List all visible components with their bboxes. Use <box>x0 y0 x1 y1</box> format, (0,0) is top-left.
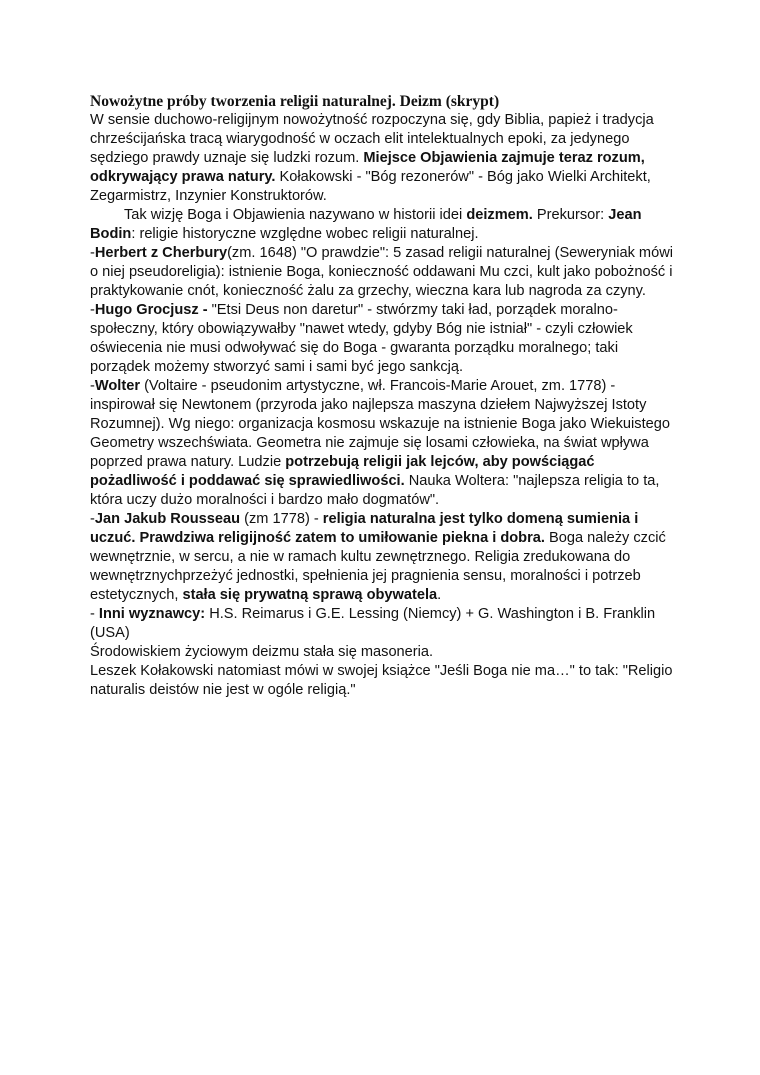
bold-text: Miejsce Objawienia zajmuje teraz rozum, odkrywający prawa natury. <box>90 150 645 185</box>
paragraph-intro <box>90 111 680 206</box>
text: - <box>90 378 95 394</box>
paragraph-masonry: Środowiskiem życiowym deizmu stała się masoneria. <box>90 644 434 660</box>
bold-text: Hugo Grocjusz - <box>94 302 212 318</box>
bold-text: Jean Bodin <box>90 207 642 242</box>
text: (Voltaire - pseudonim artystyczne, wł. Francois-Marie Arouet, zm. 1778) - inspirował się Newtonem (przyroda jako najlepsza maszyna dziełem Najwyższej Istoty Rozumnej). Wg niego: organizacja kosmosu wskazuje na istnienie Boga jako Wiekuistego Geometry wszechświata. Geometra nie zajmuje się losami człowieka, na świat wpływa poprzed prawa natury. Ludzie <box>90 378 670 470</box>
paragraph-rousseau <box>90 510 680 605</box>
text: "Etsi Deus non daretur" - stwórzmy taki ład, porządek moralno-społeczny, który obowiązywałby "nawet wtedy, gdyby Bóg nie istniał" - czyli człowiek oświecenia nie musi odwoływać się do Boga - gwaranta porządku moralnego; taki porządek możemy stworzyć sami i sami być jego sankcją. <box>90 302 633 375</box>
bold-text: potrzebują religii jak lejców, aby powściągać pożadliwość i poddawać się sprawiedliwości. <box>90 454 595 489</box>
text: - <box>90 302 95 318</box>
text: Prekursor: <box>532 207 609 223</box>
text: Boga należy czcić wewnętrznie, w sercu, a nie w ramach kultu zewnętrznego. Religia zredukowana do wewnętrznychprzeżyć jednostki, spełnienia jej pragnienia sensu, moralności i potrzeb estetycznych, <box>90 530 666 603</box>
paragraph-kolakowski: Leszek Kołakowski natomiast mówi w swojej książce "Jeśli Boga nie ma…" to tak: "Religio naturalis deistów nie jest w ogóle religią." <box>90 663 673 698</box>
text: Tak wizję Boga i Objawienia nazywano w historii idei <box>124 207 467 223</box>
paragraph-herbert <box>90 244 680 301</box>
paragraph-wolter <box>90 377 680 510</box>
text: - <box>90 245 95 261</box>
document-title: Nowożytne próby tworzenia religii naturalnej. Deizm (skrypt) <box>90 93 500 110</box>
bold-text: Wolter <box>94 378 141 394</box>
paragraph-deism <box>90 206 680 244</box>
text: - <box>90 606 99 622</box>
text: . <box>437 587 442 603</box>
text: (zm 1778) - <box>240 511 323 527</box>
paragraph-grocjusz <box>90 301 680 377</box>
bold-text: Jan Jakub Rousseau <box>94 511 241 527</box>
text: Nauka Woltera: "najlepsza religia to ta, która uczy dużo moralności i bardzo mało dogmatów". <box>90 473 660 508</box>
paragraph-others <box>90 605 680 643</box>
text: W sensie duchowo-religijnym nowożytność rozpoczyna się, gdy Biblia, papież i tradycja chrześcijańska tracą wiarygodność w oczach elit intelektualnych epoki, za jedynego sędziego prawdy uznaje się ludzki rozum. <box>90 112 654 166</box>
bold-text: stała się prywatną sprawą obywatela <box>182 587 438 603</box>
bold-text: deizmem. <box>466 207 533 223</box>
text: H.S. Reimarus i G.E. Lessing (Niemcy) + G. Washington i B. Franklin (USA) <box>90 606 656 641</box>
document-page <box>90 92 680 700</box>
bold-text: Inni wyznawcy: <box>98 606 206 622</box>
text: - <box>90 511 95 527</box>
text: : religie historyczne względne wobec religii naturalnej. <box>131 226 479 242</box>
text: (zm. 1648) "O prawdzie": 5 zasad religii naturalnej (Seweryniak mówi o niej pseudoreligia): istnienie Boga, konieczność oddawani Mu czci, kult jako pobożność i praktykowanie cnót, konieczność żalu za grzechy, wieczna kara lub nagroda za czyny. <box>90 245 673 299</box>
text: Kołakowski - "Bóg rezonerów" - Bóg jako Wielki Architekt, Zegarmistrz, Inzynier Konstruktorów. <box>90 169 651 204</box>
bold-text: religia naturalna jest tylko domeną sumienia i uczuć. Prawdziwa religijność zatem to umiłowanie piekna i dobra. <box>90 511 639 546</box>
bold-text: Herbert z Cherbury <box>94 245 228 261</box>
